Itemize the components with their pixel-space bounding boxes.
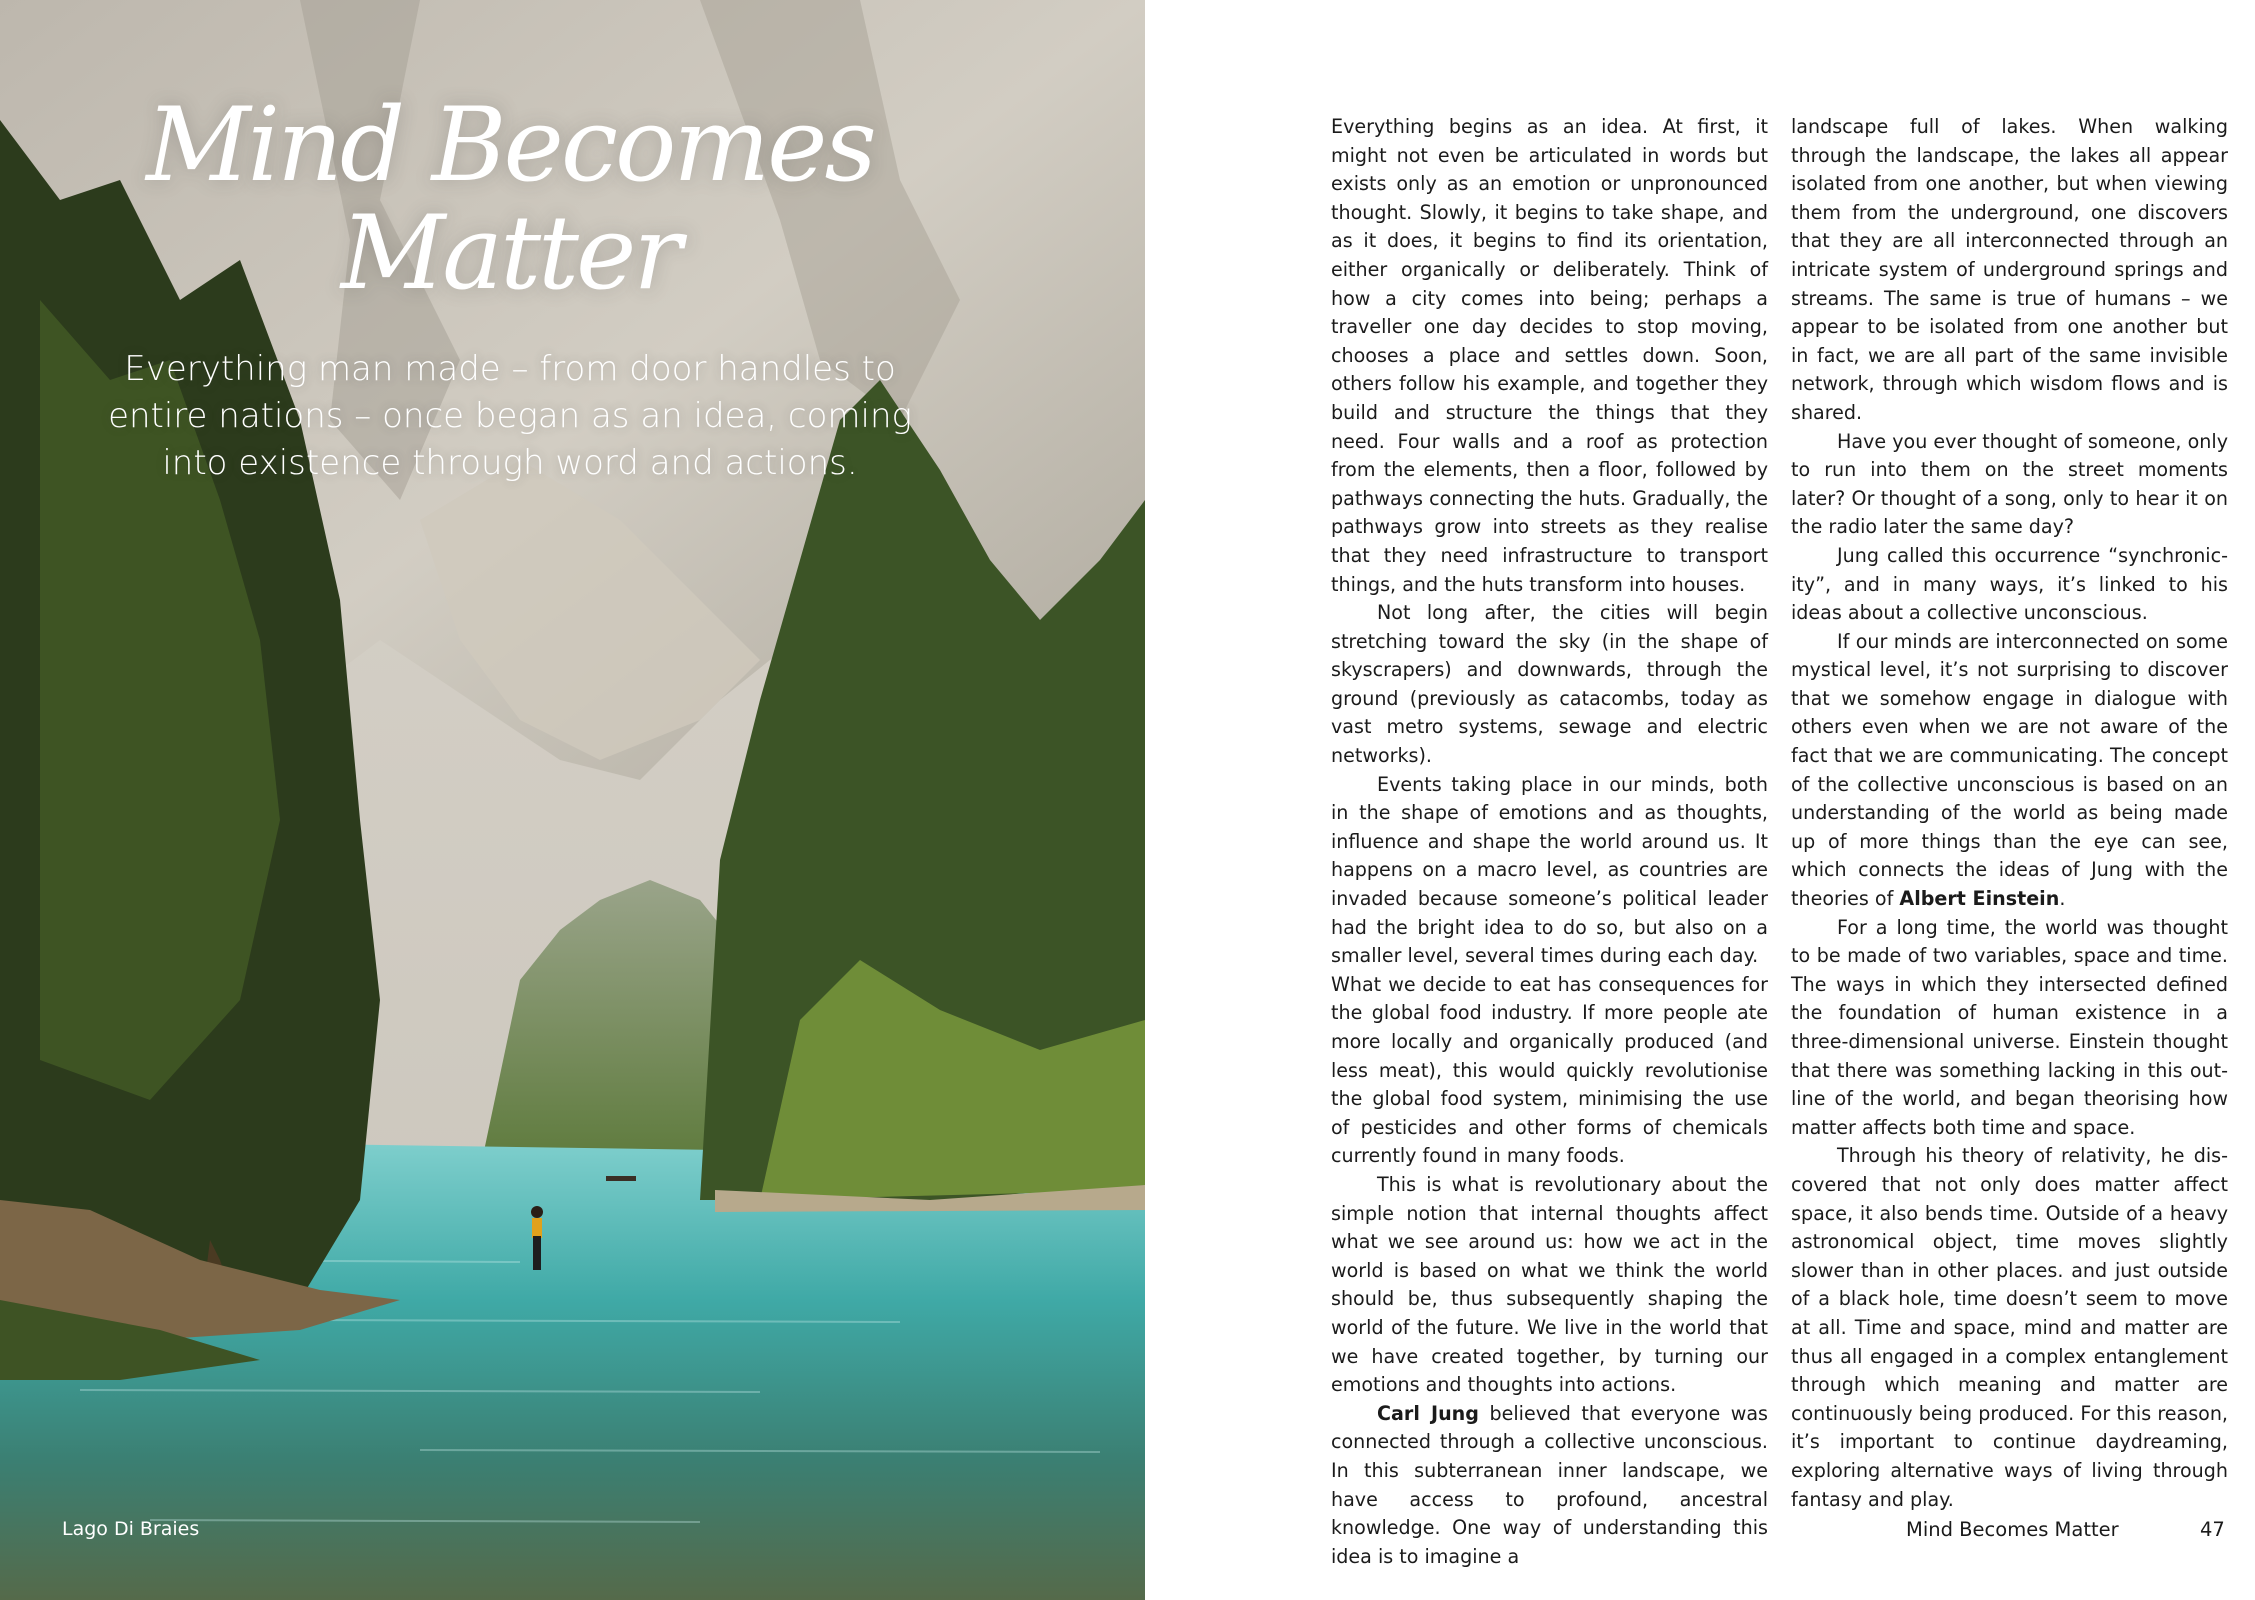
paragraph: Have you ever thought of someone, only to run into them on the street moments later? Or thought of a song, only to hear it on the radio later the same day? bbox=[1791, 429, 2228, 539]
person-name-carl-jung: Carl Jung bbox=[1377, 1401, 1479, 1425]
paragraph: landscape full of lakes. When walking through the landscape, the lakes all appear isolated from one another, but when viewing them from the underground, one discovers that they are all interconnected through an intricate system of underground springs and streams. The same is true of humans – we appear to be isolated from one another but in fact, we are all part of the same invisible network, through which wisdom flows and is shared. bbox=[1791, 115, 2228, 424]
body-column-2 bbox=[1791, 113, 2228, 1514]
body-column-1 bbox=[1331, 113, 1768, 1571]
paragraph: This is what is revolutionary about the simple notion that internal thoughts affect what we see around us: how we act in the world is based on what we think the world should be, thus subsequently shaping the world of the future. We live in the world that we have created together, by turning our emotions and thoughts into actions. bbox=[1331, 1172, 1768, 1397]
paragraph bbox=[1791, 628, 2228, 914]
page-number: 47 bbox=[2200, 1518, 2225, 1541]
photo-caption: Lago Di Braies bbox=[62, 1518, 200, 1540]
paragraph: Jung called this occurrence “synchronicity”, and in many ways, it’s linked to his ideas about a collective unconscious. bbox=[1791, 543, 2228, 625]
person-name-albert-einstein: Albert Einstein bbox=[1899, 887, 2060, 911]
paragraph-text: believed that everyone was connected through a collective unconscious. In this subterranean inner landscape, we have access to profound, ancestral knowledge. One way of understanding this idea is to imagine a bbox=[1331, 1401, 1768, 1568]
running-head: Mind Becomes Matter bbox=[1906, 1518, 2119, 1541]
paragraph: What we decide to eat has consequences for the global food industry. If more people ate more locally and organically produced (and less meat), this would quickly revolutionise the global food system, minimising the use of pesticides and other forms of chemicals currently found in many foods. bbox=[1331, 972, 1768, 1168]
feature-title-line-1: Mind Becomes bbox=[146, 86, 874, 205]
feature-title bbox=[60, 86, 960, 313]
feature-standfirst: Everything man made – from door handles to entire nations – once began as an idea, coming into existence through word and actions. bbox=[108, 349, 912, 483]
paragraph-text: If our minds are interconnected on some mystical level, it’s not surprising to discover that we somehow engage in dialogue with others even when we are not aware of the fact that we are communicating. The concept of the collective unconscious is based on an understanding of the world as being made up of more things than the eye can see, which connects the ideas of Jung with the theories of bbox=[1791, 629, 2228, 911]
paragraph: For a long time, the world was thought to be made of two variables, space and time. The ways in which they intersected defined the foundation of human existence in a three-dimensional universe. Einstein thought that there was something lacking in this outline of the world, and began theorising how matter affects both time and space. bbox=[1791, 915, 2228, 1139]
paragraph: Events taking place in our minds, both in the shape of emotions and as thoughts, influence and shape the world around us. It happens on a macro level, as countries are invaded because someone’s political leader had the bright idea to do so, but also on a smaller level, several times during each day. bbox=[1331, 772, 1768, 968]
paragraph: Through his theory of relativity, he discovered that not only does matter affect space, it also bends time. Outside of a heavy astronomical object, time moves slightly slower than in other places. and just outside of a black hole, time doesn’t seem to move at all. Time and space, mind and matter are thus all engaged in a complex entanglement through which meaning and matter are continuously being produced. For this reason, it’s important to continue daydreaming, exploring alternative ways of living through fantasy and play. bbox=[1791, 1144, 2228, 1511]
paragraph: Everything begins as an idea. At first, it might not even be articulated in words but exists only as an emotion or unpronounced thought. Slowly, it begins to take shape, and as it does, it begins to find its orientation, either organically or deliberately. Think of how a city comes into being; perhaps a traveller one day decides to stop moving, chooses a place and settles down. Soon, others follow his example, and together they build and structure the things that they need. Four walls and a roof as protection from the elements, then a floor, followed by pathways connecting the huts. Gradually, the pathways grow into streets as they realise that they need infrastructure to transport things, and the huts transform into houses. bbox=[1331, 115, 1768, 596]
paragraph bbox=[1331, 1400, 1768, 1572]
paragraph-text: . bbox=[2059, 887, 2066, 911]
feature-title-line-2: Matter bbox=[340, 194, 680, 313]
paragraph: Not long after, the cities will begin stretching toward the sky (in the shape of skyscrapers) and downwards, through the ground (previously as catacombs, today as vast metro systems, sewage and electric networks). bbox=[1331, 601, 1768, 768]
